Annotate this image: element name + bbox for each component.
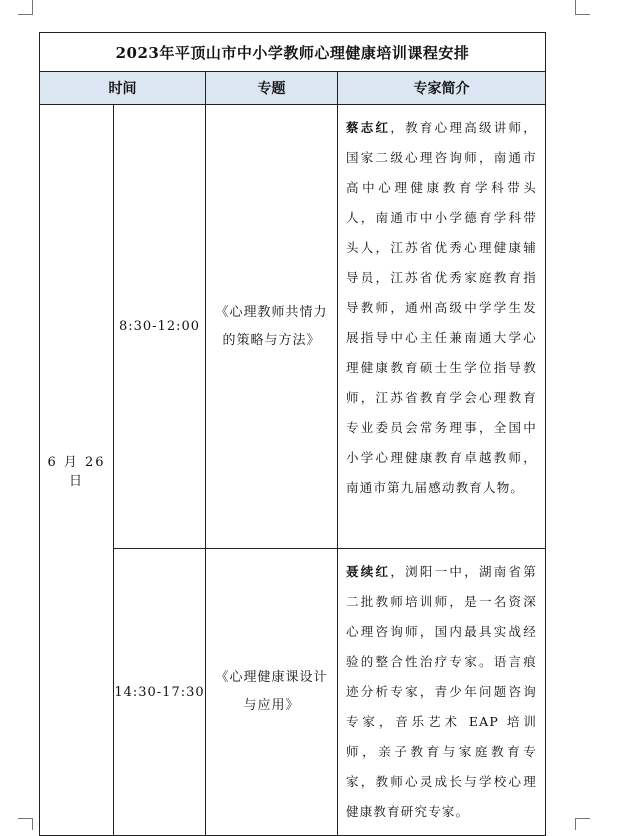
expert-bio: ，浏阳一中，湖南省第二批教师培训师，是一名资深心理咨询师，国内最具实战经验的整合性治疗专家。语言痕迹分析专家，青少年问题咨询专家，音乐艺术 EAP 培训师，亲子教育与家庭教育专家，教师心灵成长与学校心理健康教育研究专家。 — [346, 564, 538, 819]
crop-mark-top-right — [575, 0, 590, 15]
crop-mark-bottom-left — [18, 818, 33, 830]
session-time: 8:30-12:00 — [114, 105, 206, 549]
header-expert: 专家简介 — [338, 72, 546, 105]
expert-bio: ，教育心理高级讲师，国家二级心理咨询师，南通市高中心理健康教育学科带头人，南通市中小学德育学科带头人，江苏省优秀心理健康辅导员，江苏省优秀家庭教育指导教师，通州高级中学学生发展指导中心主任兼南通大学心理健康教育硕士生学位指导教师，江苏省教育学会心理教育专业委员会常务理事，全国中小学心理健康教育卓越教师，南通市第九届感动教育人物。 — [346, 120, 538, 495]
table-row — [40, 549, 546, 836]
expert-name: 聂续红 — [346, 564, 391, 579]
header-time: 时间 — [40, 72, 206, 105]
crop-mark-top-left — [18, 0, 33, 15]
expert-intro — [338, 105, 546, 549]
expert-name: 蔡志红 — [346, 120, 391, 135]
table-title: 2023年平顶山市中小学教师心理健康培训课程安排 — [40, 33, 546, 72]
crop-mark-bottom-right — [575, 818, 590, 830]
table-row — [40, 105, 546, 549]
session-time: 14:30-17:30 — [114, 549, 206, 836]
schedule-table — [39, 32, 546, 836]
session-date: 6 月 26 日 — [40, 105, 114, 836]
header-topic: 专题 — [206, 72, 338, 105]
session-topic: 《心理健康课设计与应用》 — [206, 549, 338, 836]
table-header-row — [40, 72, 546, 105]
session-topic: 《心理教师共情力的策略与方法》 — [206, 105, 338, 549]
expert-intro — [338, 549, 546, 836]
